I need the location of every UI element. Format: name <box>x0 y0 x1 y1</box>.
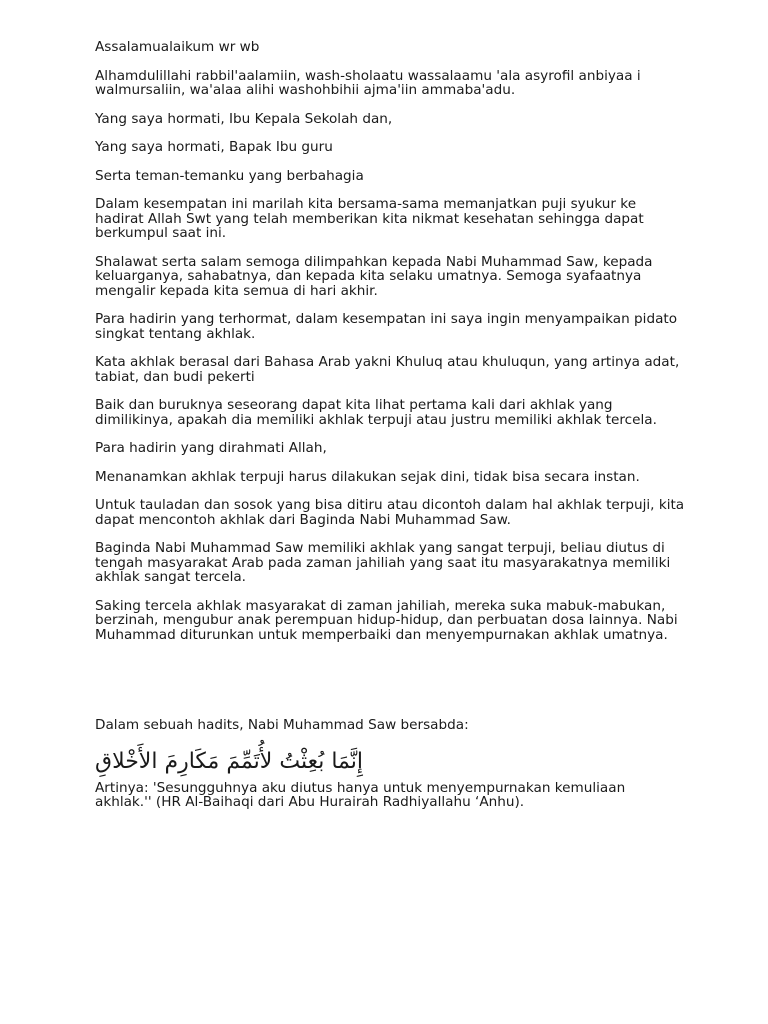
body-paragraph: Para hadirin yang terhormat, dalam kesempatan ini saya ingin menyampaikan pidato singkat tentang akhlak. <box>95 311 678 342</box>
salutation-line: Serta teman-temanku yang berbahagia <box>95 167 364 184</box>
body-paragraph: Para hadirin yang dirahmati Allah, <box>95 440 327 456</box>
hadith-translation: Artinya: 'Sesungguhnya aku diutus hanya untuk menyempurnakan kemuliaan akhlak.'' (HR Al-Baihaqi dari Abu Hurairah Radhiyallahu ‘Anhu). <box>95 779 626 810</box>
body-paragraph: Saking tercela akhlak masyarakat di zaman jahiliah, mereka suka mabuk-mabukan, berzinah, mengubur anak perempuan hidup-hidup, dan perbuatan dosa lainnya. Nabi Muhammad diturunkan untuk memperbaiki dan menyempurnakan akhlak umatnya. <box>95 597 678 643</box>
body-paragraph: Menanamkan akhlak terpuji harus dilakukan sejak dini, tidak bisa secara instan. <box>95 468 640 485</box>
hadith-intro: Dalam sebuah hadits, Nabi Muhammad Saw bersabda: <box>95 717 469 733</box>
salutation-line: Yang saya hormati, Ibu Kepala Sekolah dan, <box>95 110 393 127</box>
salutation-line: Yang saya hormati, Bapak Ibu guru <box>95 139 333 155</box>
body-paragraph: Baginda Nabi Muhammad Saw memiliki akhlak yang sangat terpuji, beliau diutus di tengah masyarakat Arab pada zaman jahiliah yang saat itu masyarakatnya memiliki akhlak sangat tercela. <box>95 540 671 585</box>
opening-paragraph: Alhamdulillahi rabbil'aalamiin, wash-sholaatu wassalaamu 'ala asyrofil anbiyaa i walmursaliin, wa'alaa alihi washohbihii ajma'iin ammaba'adu. <box>95 67 641 98</box>
document-page <box>95 40 685 824</box>
greeting-text: Assalamualaikum wr wb <box>95 39 260 55</box>
body-paragraph: Dalam kesempatan ini marilah kita bersama-sama memanjatkan puji syukur ke hadirat Allah Swt yang telah memberikan kita nikmat kesehatan sehingga dapat berkumpul saat ini. <box>95 196 644 241</box>
body-paragraph: Kata akhlak berasal dari Bahasa Arab yakni Khuluq atau khuluqun, yang artinya adat, tabiat, dan budi pekerti <box>95 354 680 385</box>
body-paragraph: Untuk tauladan dan sosok yang bisa ditiru atau dicontoh dalam hal akhlak terpuji, kita dapat mencontoh akhlak dari Baginda Nabi Muhammad Saw. <box>95 497 685 528</box>
body-paragraph: Baik dan buruknya seseorang dapat kita lihat pertama kali dari akhlak yang dimilikinya, apakah dia memiliki akhlak terpuji atau justru memiliki akhlak tercela. <box>95 397 657 428</box>
arabic-hadith-text: إِنَّمَا بُعِثْتُ لأُتَمِّمَ مَكَارِمَ الأَخْلاقِ <box>95 748 363 774</box>
blank-gap <box>95 656 685 718</box>
body-paragraph: Shalawat serta salam semoga dilimpahkan kepada Nabi Muhammad Saw, kepada keluarganya, sahabatnya, dan kepada kita selaku umatnya. Semoga syafaatnya mengalir kepada kita semua di hari akhir. <box>95 253 653 299</box>
